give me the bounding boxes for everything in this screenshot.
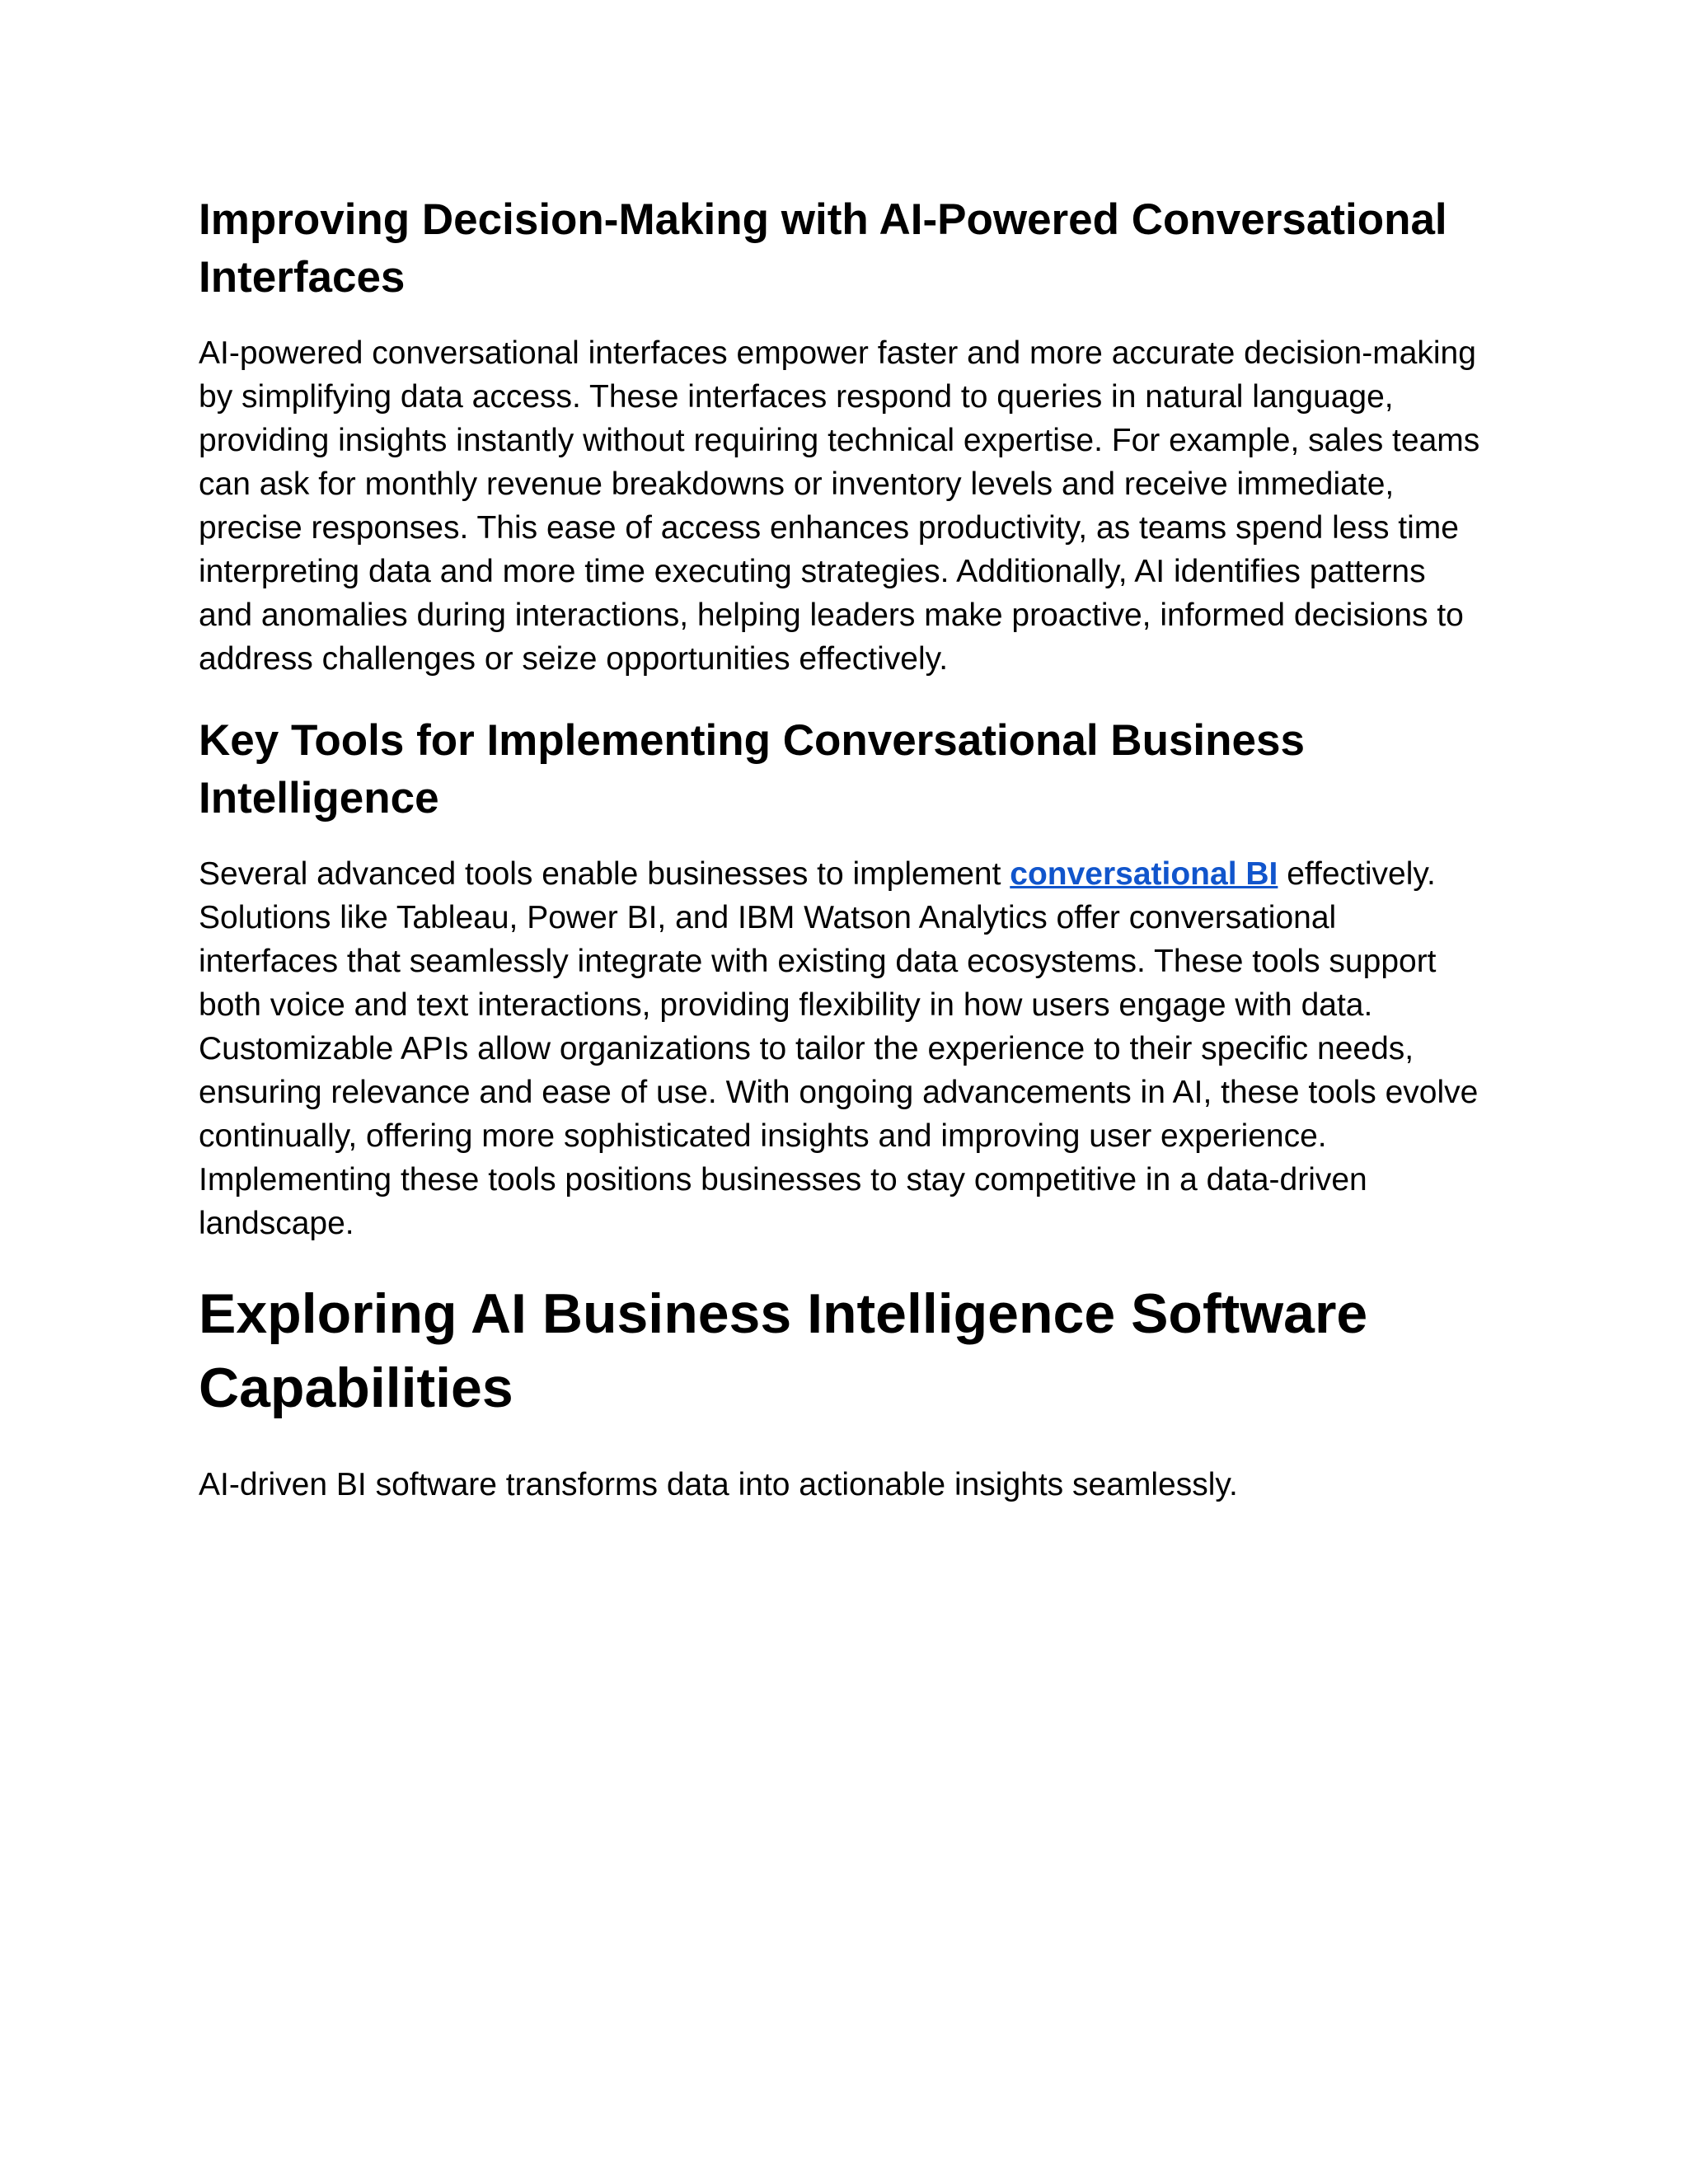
section-paragraph-decision-making: AI-powered conversational interfaces empower faster and more accurate decision-making by simplifying data access. These interfaces respond to queries in natural language, providing insights instantly without requiring technical expertise. For example, sales teams can ask for monthly revenue breakdowns or inventory levels and receive immediate, precise responses. This ease of access enhances productivity, as teams spend less time interpreting data and more time executing strategies. Additionally, AI identifies patterns and anomalies during interactions, helping leaders make proactive, informed decisions to address challenges or seize opportunities effectively.	[199, 335, 1480, 677]
paragraph-text-after-link: effectively. Solutions like Tableau, Power BI, and IBM Watson Analytics offer conversational interfaces that seamlessly integrate with existing data ecosystems. These tools support both voice and text interactions, providing flexibility in how users engage with data. Customizable APIs allow organizations to tailor the experience to their specific needs, ensuring relevance and ease of use. With ongoing advancements in AI, these tools evolve continually, offering more sophisticated insights and improving user experience. Implementing these tools positions businesses to stay competitive in a data-driven landscape.	[199, 856, 1479, 1241]
paragraph-text-before-link: Several advanced tools enable businesses to implement	[199, 856, 1010, 892]
section-heading-key-tools: Key Tools for Implementing Conversational Business Intelligence	[199, 716, 1305, 823]
section-heading-exploring-ai-bi: Exploring AI Business Intelligence Software Capabilities	[199, 1282, 1368, 1419]
section-paragraph-exploring-ai-bi: AI-driven BI software transforms data into actionable insights seamlessly.	[199, 1467, 1238, 1502]
section-paragraph-key-tools	[199, 852, 1482, 1245]
conversational-bi-link[interactable]: conversational BI	[1010, 856, 1278, 892]
section-heading-decision-making: Improving Decision-Making with AI-Powered Conversational Interfaces	[199, 195, 1447, 302]
